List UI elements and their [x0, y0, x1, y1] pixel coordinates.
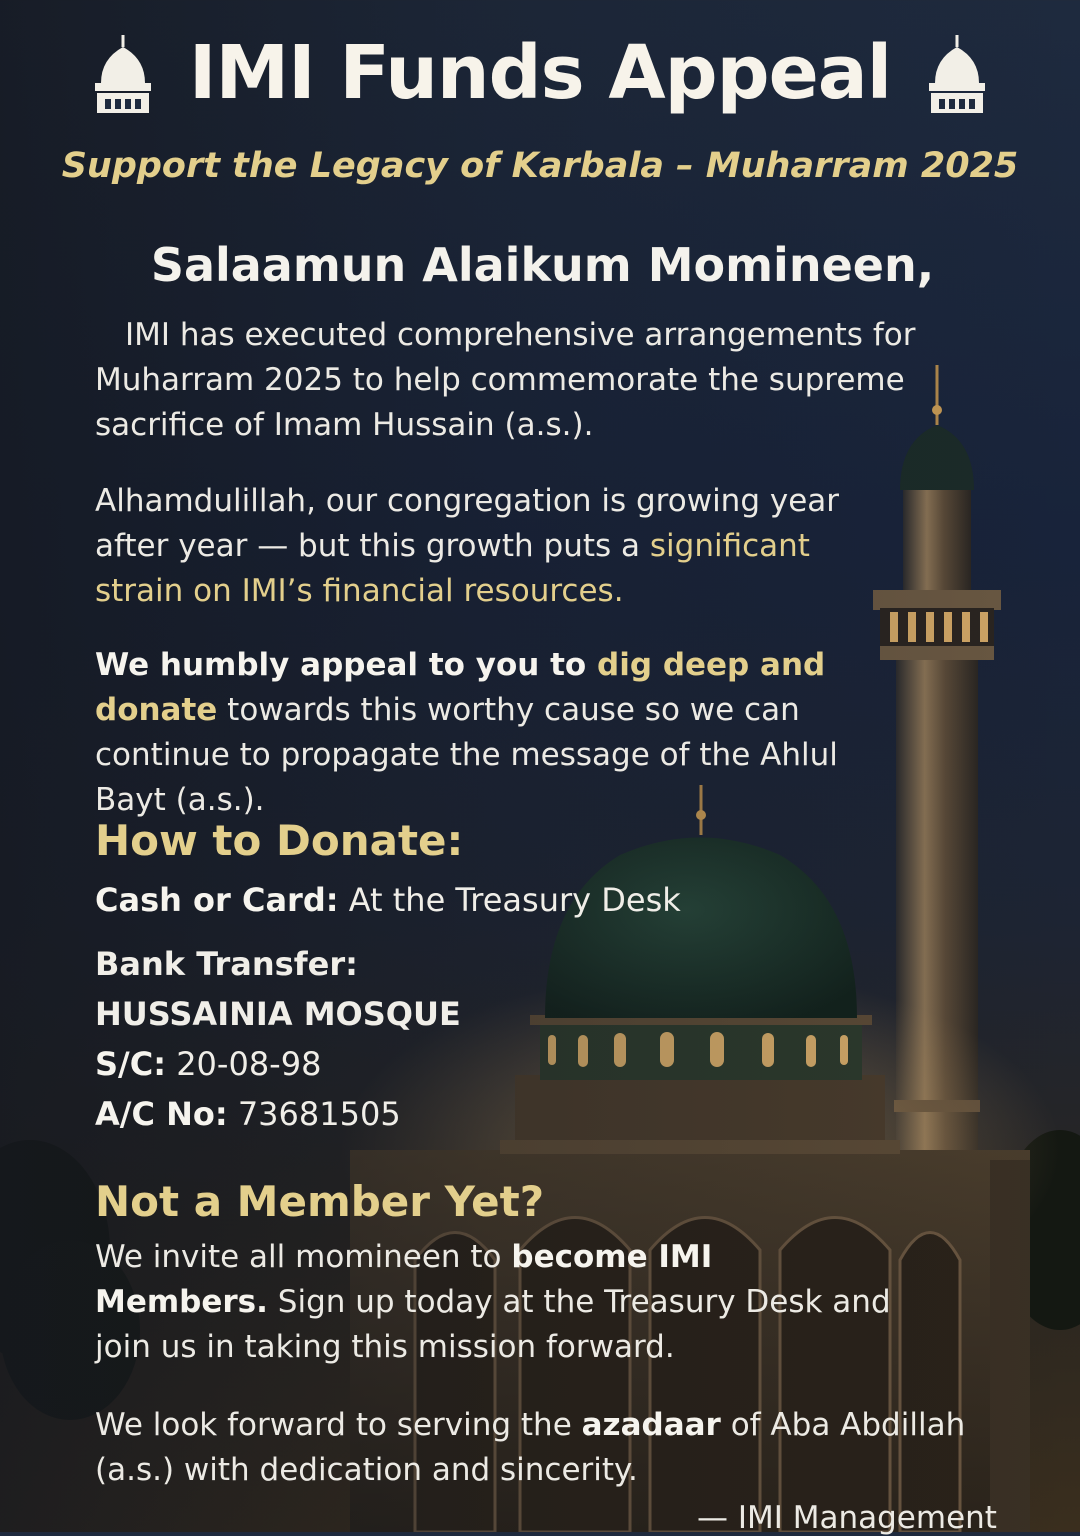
- cash-value: At the Treasury Desk: [348, 881, 681, 919]
- closing-bold: azadaar: [581, 1407, 721, 1443]
- account-name: HUSSAINIA MOSQUE: [95, 995, 461, 1033]
- appeal-rest: towards this worthy cause so we can continue to propagate the message of the Ahlul Bayt (a.s.).: [95, 692, 838, 818]
- acc-label: A/C No:: [95, 1095, 228, 1133]
- sort-code-line: [95, 1045, 321, 1083]
- membership-text-a: We invite all momineen to: [95, 1239, 512, 1275]
- greeting: Salaamun Alaikum Momineen,: [150, 238, 935, 292]
- intro-paragraph: IMI has executed comprehensive arrangements for Muharram 2025 to help commemorate the supreme sacrifice of Imam Hussain (a.s.).: [95, 317, 916, 443]
- appeal-highlight: dig deep and donate: [95, 647, 826, 728]
- membership-bold: become IMI Members.: [95, 1239, 713, 1320]
- membership-paragraph: [95, 1235, 895, 1370]
- cash-label: Cash or Card:: [95, 881, 339, 919]
- appeal-paragraph: [95, 643, 895, 823]
- sort-code: 20-08-98: [176, 1045, 322, 1083]
- closing-paragraph: [95, 1403, 985, 1493]
- donate-heading: How to Donate:: [95, 816, 464, 865]
- account-number-line: [95, 1095, 401, 1133]
- closing-text-a: We look forward to serving the: [95, 1407, 582, 1443]
- subtitle: Support the Legacy of Karbala – Muharram 2025: [61, 146, 1019, 186]
- closing-text-b: of Aba Abdillah (a.s.) with dedication and sincerity.: [95, 1407, 966, 1488]
- mosque-icon: [927, 33, 987, 113]
- page-title: IMI Funds Appeal: [188, 30, 892, 116]
- growth-paragraph: [95, 479, 865, 614]
- sort-label: S/C:: [95, 1045, 167, 1083]
- signoff: — IMI Management: [697, 1500, 997, 1536]
- growth-text: Alhamdulillah, our congregation is growing year after year — but this growth puts a: [95, 483, 840, 564]
- growth-highlight: significant strain on IMI’s financial resources.: [95, 528, 810, 609]
- bank-label: Bank Transfer:: [95, 945, 358, 983]
- appeal-bold: We humbly appeal to you to: [95, 647, 598, 683]
- title-row: [0, 30, 1080, 116]
- cash-line: [95, 881, 681, 919]
- membership-text-b: Sign up today at the Treasury Desk and join us in taking this mission forward.: [95, 1284, 891, 1365]
- acc-number: 73681505: [237, 1095, 401, 1133]
- membership-heading: Not a Member Yet?: [95, 1177, 545, 1226]
- mosque-icon: [93, 33, 153, 113]
